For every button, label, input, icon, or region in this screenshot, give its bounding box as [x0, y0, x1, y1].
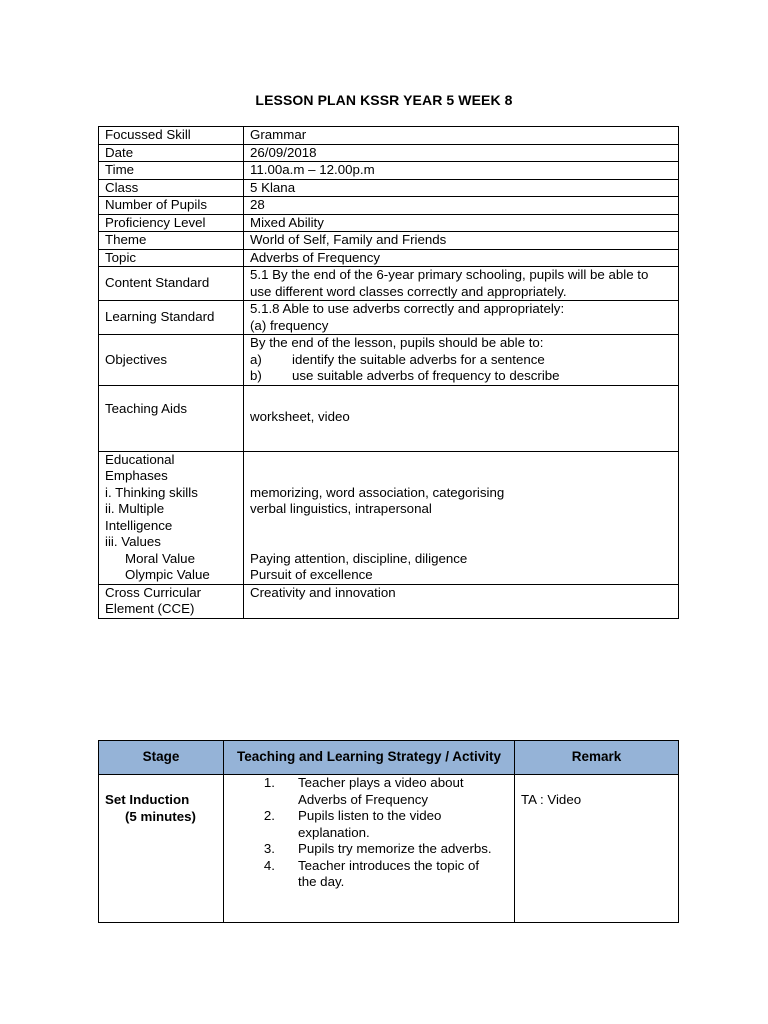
- thinking-skills-label: i. Thinking skills: [105, 484, 198, 500]
- field-value: [244, 301, 679, 335]
- step-line: explanation.: [298, 824, 370, 840]
- step-text: [298, 841, 514, 858]
- table-row: [99, 249, 679, 267]
- content-standard-line: use different word classes correctly and appropriately.: [250, 283, 567, 299]
- table-row: [99, 385, 679, 451]
- table-row: [99, 584, 679, 618]
- cce-label: Element (CCE): [105, 601, 195, 616]
- list-text: identify the suitable adverbs for a sentence: [292, 351, 545, 367]
- field-value: [244, 451, 679, 584]
- field-value: Adverbs of Frequency: [244, 249, 679, 267]
- field-label: Learning Standard: [99, 301, 244, 335]
- table-row: [99, 451, 679, 584]
- step-line: Adverbs of Frequency: [298, 791, 429, 807]
- field-label: Content Standard: [99, 267, 244, 301]
- column-header-remark: Remark: [515, 741, 679, 775]
- step-line: Pupils listen to the video: [298, 808, 442, 823]
- step-line: the day.: [298, 874, 345, 889]
- table-row: [99, 775, 679, 923]
- table-row: [99, 214, 679, 232]
- objectives-intro: By the end of the lesson, pupils should be able to:: [250, 335, 544, 350]
- table-row: [99, 335, 679, 386]
- column-header-activity: Teaching and Learning Strategy / Activity: [224, 741, 515, 775]
- field-value: 28: [244, 197, 679, 215]
- content-standard-line: 5.1 By the end of the 6-year primary schooling, pupils will be able to: [250, 267, 649, 282]
- list-item: [224, 808, 514, 841]
- stage-name-block: [99, 775, 223, 825]
- table-row: [99, 197, 679, 215]
- multiple-intelligence-label: Intelligence: [105, 517, 173, 533]
- field-value: 26/09/2018: [244, 144, 679, 162]
- emphases-label: Emphases: [105, 468, 168, 483]
- field-value: World of Self, Family and Friends: [244, 232, 679, 250]
- multiple-intelligence-value: verbal linguistics, intrapersonal: [250, 501, 432, 516]
- olympic-value: Pursuit of excellence: [250, 567, 373, 582]
- table-row: [99, 301, 679, 335]
- multiple-intelligence-label: ii. Multiple: [105, 501, 165, 516]
- column-header-stage: Stage: [99, 741, 224, 775]
- stage-duration: (5 minutes): [125, 808, 196, 824]
- list-item: [250, 352, 678, 369]
- lesson-info-table: [98, 126, 679, 619]
- field-value: [244, 385, 679, 451]
- list-item: [224, 775, 514, 808]
- page-title: LESSON PLAN KSSR YEAR 5 WEEK 8: [255, 92, 513, 108]
- teaching-aids-label: Teaching Aids: [105, 400, 188, 416]
- field-label: Date: [99, 144, 244, 162]
- step-line: Teacher introduces the topic of: [298, 857, 480, 873]
- stage-name: Set Induction: [105, 792, 190, 807]
- step-number: 1.: [263, 775, 275, 790]
- field-label: Class: [99, 179, 244, 197]
- teaching-aids-value: worksheet, video: [250, 408, 350, 424]
- field-value: 5 Klana: [244, 179, 679, 197]
- table-row: [99, 162, 679, 180]
- field-label: Number of Pupils: [99, 197, 244, 215]
- emphases-label: Educational: [105, 451, 175, 467]
- list-text: use suitable adverbs of frequency to describe: [292, 368, 560, 383]
- step-text: [298, 858, 514, 891]
- field-label: [99, 385, 244, 451]
- remark-text: TA : Video: [521, 792, 582, 807]
- field-value: Grammar: [244, 127, 679, 145]
- list-marker: b): [250, 368, 262, 383]
- olympic-value-label: Olympic Value: [125, 567, 210, 582]
- step-line: Teacher plays a video about: [298, 775, 464, 790]
- objectives-list: [250, 352, 678, 385]
- moral-value: Paying attention, discipline, diligence: [250, 550, 468, 566]
- list-item: [224, 858, 514, 891]
- field-label: Time: [99, 162, 244, 180]
- step-number: 3.: [263, 841, 275, 856]
- field-label: [99, 584, 244, 618]
- step-text: [298, 775, 514, 808]
- field-value: Creativity and innovation: [244, 584, 679, 618]
- learning-standard-line: (a) frequency: [250, 317, 329, 333]
- table-row: [99, 267, 679, 301]
- list-item: [224, 841, 514, 858]
- stage-table: [98, 740, 679, 923]
- field-label: Proficiency Level: [99, 214, 244, 232]
- step-number: 4.: [263, 857, 275, 873]
- moral-value-label: Moral Value: [125, 550, 195, 566]
- field-label: Topic: [99, 249, 244, 267]
- table-header-row: [99, 741, 679, 775]
- stage-cell: [99, 775, 224, 923]
- field-label: Objectives: [99, 335, 244, 386]
- field-value: [244, 335, 679, 386]
- remark-cell: [515, 775, 679, 923]
- field-value: 11.00a.m – 12.00p.m: [244, 162, 679, 180]
- table-row: [99, 232, 679, 250]
- list-item: [250, 368, 678, 385]
- field-value: Mixed Ability: [244, 214, 679, 232]
- field-value: [244, 267, 679, 301]
- field-label: Focussed Skill: [99, 127, 244, 145]
- step-line: Pupils try memorize the adverbs.: [298, 841, 492, 856]
- table-row: [99, 179, 679, 197]
- step-text: [298, 808, 514, 841]
- cce-label: Cross Curricular: [105, 584, 202, 600]
- activity-cell: [224, 775, 515, 923]
- field-label: [99, 451, 244, 584]
- field-label: Theme: [99, 232, 244, 250]
- learning-standard-line: 5.1.8 Able to use adverbs correctly and appropriately:: [250, 301, 565, 316]
- table-row: [99, 144, 679, 162]
- activity-steps: [224, 775, 514, 891]
- list-marker: a): [250, 351, 262, 367]
- table-row: [99, 127, 679, 145]
- step-number: 2.: [263, 808, 275, 823]
- thinking-skills-value: memorizing, word association, categorising: [250, 484, 505, 500]
- values-label: iii. Values: [105, 534, 161, 549]
